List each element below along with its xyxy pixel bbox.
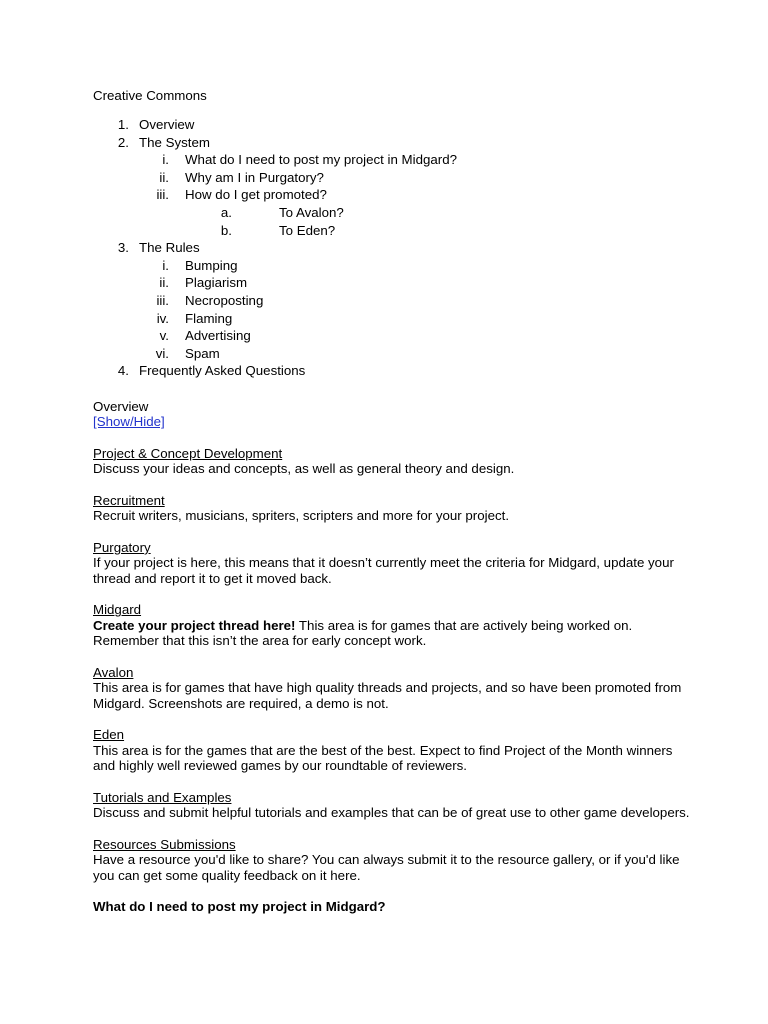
toc-item-post-in-midgard (93, 151, 693, 169)
section-title: Tutorials and Examples (93, 789, 232, 805)
section-body (93, 680, 693, 711)
toc-number: ii. (159, 169, 169, 185)
section-body-text: Recruit writers, musicians, spriters, scripters and more for your project. (93, 508, 510, 524)
toc-item-bumping (93, 257, 693, 275)
section-title: Midgard (93, 602, 142, 618)
toc-number: i. (162, 257, 169, 273)
section-bold-lead: Create your project thread here! (93, 617, 296, 633)
section-body-text: Discuss your ideas and concepts, as well as general theory and design. (93, 461, 515, 477)
section-body-text: Discuss and submit helpful tutorials and examples that can be of great use to other game developers. (93, 805, 690, 821)
section-purgatory (93, 540, 693, 587)
section-title: Recruitment (93, 492, 165, 508)
document-page (93, 87, 693, 915)
toc-number: a. (220, 204, 232, 220)
section-title: Eden (93, 727, 125, 743)
toc-text: To Avalon? (279, 204, 344, 220)
toc-number: 4. (117, 363, 129, 379)
midgard-question-heading: What do I need to post my project in Midgard? (93, 899, 386, 915)
section-title: Resources Submissions (93, 836, 236, 852)
toc-text: Spam (185, 345, 220, 361)
toc-number: iii. (156, 292, 169, 308)
toc-item-to-eden (93, 222, 693, 240)
section-eden (93, 727, 693, 774)
show-hide-link[interactable]: [Show/Hide] (93, 414, 165, 430)
section-body-text: Have a resource you'd like to share? You can always submit it to the resource gallery, or if you'd like you can get some quality feedback on it here. (93, 852, 680, 883)
section-midgard (93, 602, 693, 649)
toc-item-the-system (93, 134, 693, 152)
toc-number: 2. (117, 134, 129, 150)
toc-item-the-rules (93, 239, 693, 257)
toc-text: The Rules (139, 240, 200, 256)
section-body (93, 508, 693, 524)
section-recruitment (93, 493, 693, 524)
table-of-contents (93, 116, 693, 380)
toc-item-plagiarism (93, 274, 693, 292)
section-body (93, 555, 693, 586)
section-body (93, 743, 693, 774)
toc-item-spam (93, 345, 693, 363)
toc-text: How do I get promoted? (185, 187, 327, 203)
section-body (93, 805, 693, 821)
section-project-concept-development (93, 446, 693, 477)
section-body-text: This area is for games that have high quality threads and projects, and so have been promoted from Midgard. Screenshots are required, a demo is not. (93, 680, 682, 711)
toc-text: Advertising (185, 328, 251, 344)
toc-text: Overview (139, 117, 195, 132)
section-title: Purgatory (93, 539, 151, 555)
section-tutorials-and-examples (93, 790, 693, 821)
toc-text: To Eden? (279, 222, 336, 238)
toc-text: The System (139, 134, 210, 150)
toc-number: 3. (117, 240, 129, 256)
section-title: Avalon (93, 664, 134, 680)
toc-text: Necroposting (185, 292, 264, 308)
section-body-text: This area is for the games that are the best of the best. Expect to find Project of the Month winners and highly well reviewed games by our roundtable of reviewers. (93, 742, 673, 774)
toc-item-necroposting (93, 292, 693, 310)
toc-number: 1. (117, 117, 129, 132)
toc-number: iv. (156, 310, 169, 326)
toc-number: vi. (155, 345, 169, 361)
section-body (93, 461, 693, 477)
toc-item-get-promoted (93, 186, 693, 204)
toc-item-advertising (93, 327, 693, 345)
toc-text: What do I need to post my project in Midgard? (185, 152, 457, 168)
section-body (93, 852, 693, 883)
toc-item-flaming (93, 310, 693, 328)
toc-item-to-avalon (93, 204, 693, 222)
overview-heading: Overview (93, 398, 149, 414)
toc-text: Bumping (185, 257, 238, 273)
toc-item-overview (93, 116, 693, 134)
section-body (93, 618, 693, 649)
section-body-text: This area is for games that are actively being worked on. Remember that this isn’t the area for early concept work. (93, 617, 633, 649)
toc-item-why-purgatory (93, 169, 693, 187)
toc-item-faq (93, 362, 693, 380)
section-title: Project & Concept Development (93, 445, 283, 461)
toc-number: b. (220, 222, 232, 238)
toc-text: Why am I in Purgatory? (185, 169, 324, 185)
section-avalon (93, 665, 693, 712)
toc-text: Plagiarism (185, 275, 248, 291)
document-title: Creative Commons (93, 88, 207, 103)
section-resources-submissions (93, 837, 693, 884)
toc-text: Frequently Asked Questions (139, 363, 306, 379)
toc-number: iii. (156, 187, 169, 203)
toc-number: ii. (159, 275, 169, 291)
section-body-text: If your project is here, this means that it doesn’t currently meet the criteria for Midgard, update your thread and report it to get it moved back. (93, 555, 674, 586)
toc-text: Flaming (185, 310, 233, 326)
toc-number: i. (162, 152, 169, 168)
toc-number: v. (159, 328, 169, 344)
